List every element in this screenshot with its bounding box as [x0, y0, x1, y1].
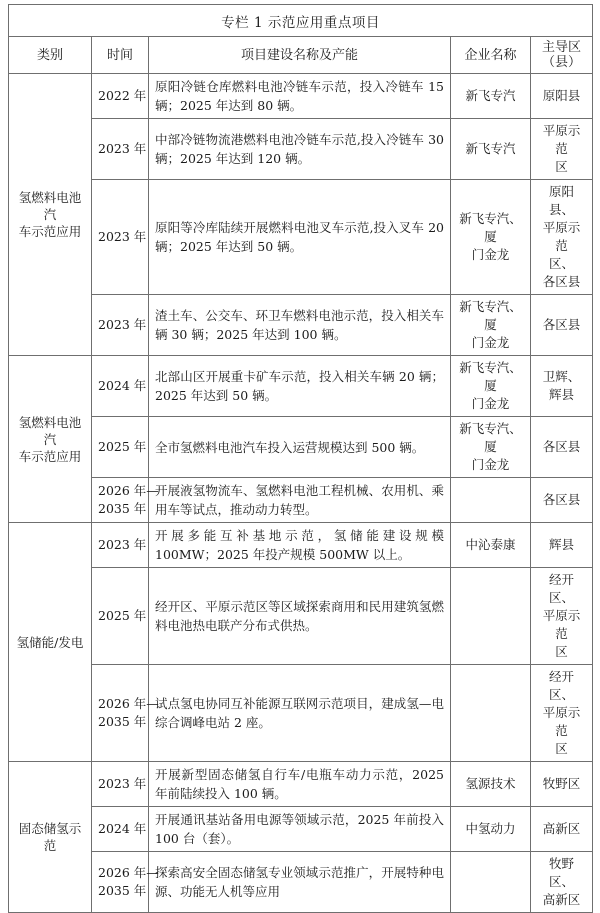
project-description-cell: 探索高安全固态储氢专业领域示范推广，开展特种电源、功能无人机等应用	[149, 852, 451, 913]
table-row	[9, 417, 593, 478]
company-cell	[451, 665, 531, 762]
company-cell: 新飞专汽、厦 门金龙	[451, 180, 531, 295]
time-cell: 2025 年	[92, 417, 149, 478]
company-cell: 新飞专汽、厦 门金龙	[451, 356, 531, 417]
table-row	[9, 356, 593, 417]
time-cell: 2024 年	[92, 807, 149, 852]
time-cell: 2024 年	[92, 356, 149, 417]
company-cell: 新飞专汽	[451, 119, 531, 180]
district-cell: 各区县	[531, 478, 593, 523]
table-row	[9, 180, 593, 295]
district-cell: 牧野区、 高新区	[531, 852, 593, 913]
company-cell	[451, 568, 531, 665]
district-cell: 原阳县	[531, 74, 593, 119]
district-cell: 卫辉、辉县	[531, 356, 593, 417]
time-cell: 2026 年— 2035 年	[92, 665, 149, 762]
table-row	[9, 478, 593, 523]
table-row	[9, 665, 593, 762]
project-description-cell: 全市氢燃料电池汽车投入运营规模达到 500 辆。	[149, 417, 451, 478]
company-cell: 中氢动力	[451, 807, 531, 852]
project-description-cell: 试点氢电协同互补能源互联网示范项目，建成氢—电综合调峰电站 2 座。	[149, 665, 451, 762]
project-description-cell: 开展多能互补基地示范，氢储能建设规模 100MW；2025 年投产规模 500MW 以上。	[149, 523, 451, 568]
district-header-line1: 主导区	[542, 40, 582, 55]
district-cell: 高新区	[531, 807, 593, 852]
district-header-line2: （县）	[542, 55, 582, 70]
company-cell: 中沁泰康	[451, 523, 531, 568]
district-cell: 原阳县、 平原示范 区、 各区县	[531, 180, 593, 295]
time-cell: 2022 年	[92, 74, 149, 119]
table-row	[9, 523, 593, 568]
panel-title: 专栏 1 示范应用重点项目	[9, 5, 593, 37]
category-column-header: 类别	[9, 37, 92, 74]
time-cell: 2023 年	[92, 119, 149, 180]
category-cell: 固态储氢示范	[9, 762, 92, 913]
time-cell: 2026 年— 2035 年	[92, 478, 149, 523]
category-cell: 氢储能/发电	[9, 523, 92, 762]
district-cell: 辉县	[531, 523, 593, 568]
project-description-cell: 经开区、平原示范区等区域探索商用和民用建筑氢燃料电池热电联产分布式供热。	[149, 568, 451, 665]
project-description-cell: 开展液氢物流车、氢燃料电池工程机械、农用机、乘用车等试点，推动动力转型。	[149, 478, 451, 523]
district-column-header	[531, 37, 593, 74]
table-row	[9, 295, 593, 356]
table-row	[9, 852, 593, 913]
district-cell: 牧野区	[531, 762, 593, 807]
time-cell: 2025 年	[92, 568, 149, 665]
time-cell: 2023 年	[92, 295, 149, 356]
project-description-cell: 渣土车、公交车、环卫车燃料电池示范，投入相关车辆 30 辆；2025 年达到 100 辆。	[149, 295, 451, 356]
table-row	[9, 119, 593, 180]
district-cell: 平原示范 区	[531, 119, 593, 180]
project-description-cell: 开展新型固态储氢自行车/电瓶车动力示范，2025 年前陆续投入 100 辆。	[149, 762, 451, 807]
demonstration-projects-table	[8, 4, 593, 913]
district-cell: 经开区、 平原示范 区	[531, 568, 593, 665]
project-column-header: 项目建设名称及产能	[149, 37, 451, 74]
time-cell: 2026 年— 2035 年	[92, 852, 149, 913]
project-description-cell: 开展通讯基站备用电源等领域示范，2025 年前投入 100 台（套）。	[149, 807, 451, 852]
table-row	[9, 807, 593, 852]
company-cell	[451, 852, 531, 913]
table-row	[9, 74, 593, 119]
project-description-cell: 原阳等冷库陆续开展燃料电池叉车示范,投入叉车 20 辆；2025 年达到 50 辆。	[149, 180, 451, 295]
company-cell	[451, 478, 531, 523]
company-cell: 新飞专汽、厦 门金龙	[451, 295, 531, 356]
project-description-cell: 北部山区开展重卡矿车示范，投入相关车辆 20 辆；2025 年达到 50 辆。	[149, 356, 451, 417]
company-cell: 新飞专汽	[451, 74, 531, 119]
time-cell: 2023 年	[92, 762, 149, 807]
district-cell: 经开区、 平原示范 区	[531, 665, 593, 762]
time-column-header: 时间	[92, 37, 149, 74]
table-row	[9, 568, 593, 665]
panel-title-row	[9, 5, 593, 37]
time-cell: 2023 年	[92, 180, 149, 295]
district-cell: 各区县	[531, 417, 593, 478]
table-header-row	[9, 37, 593, 74]
company-cell: 新飞专汽、厦 门金龙	[451, 417, 531, 478]
project-description-cell: 原阳冷链仓库燃料电池冷链车示范，投入冷链车 15 辆；2025 年达到 80 辆。	[149, 74, 451, 119]
category-cell: 氢燃料电池汽 车示范应用	[9, 356, 92, 523]
table-row	[9, 762, 593, 807]
company-cell: 氢源技术	[451, 762, 531, 807]
district-cell: 各区县	[531, 295, 593, 356]
category-cell: 氢燃料电池汽 车示范应用	[9, 74, 92, 356]
time-cell: 2023 年	[92, 523, 149, 568]
company-column-header: 企业名称	[451, 37, 531, 74]
project-description-cell: 中部冷链物流港燃料电池冷链车示范,投入冷链车 30 辆；2025 年达到 120 辆。	[149, 119, 451, 180]
